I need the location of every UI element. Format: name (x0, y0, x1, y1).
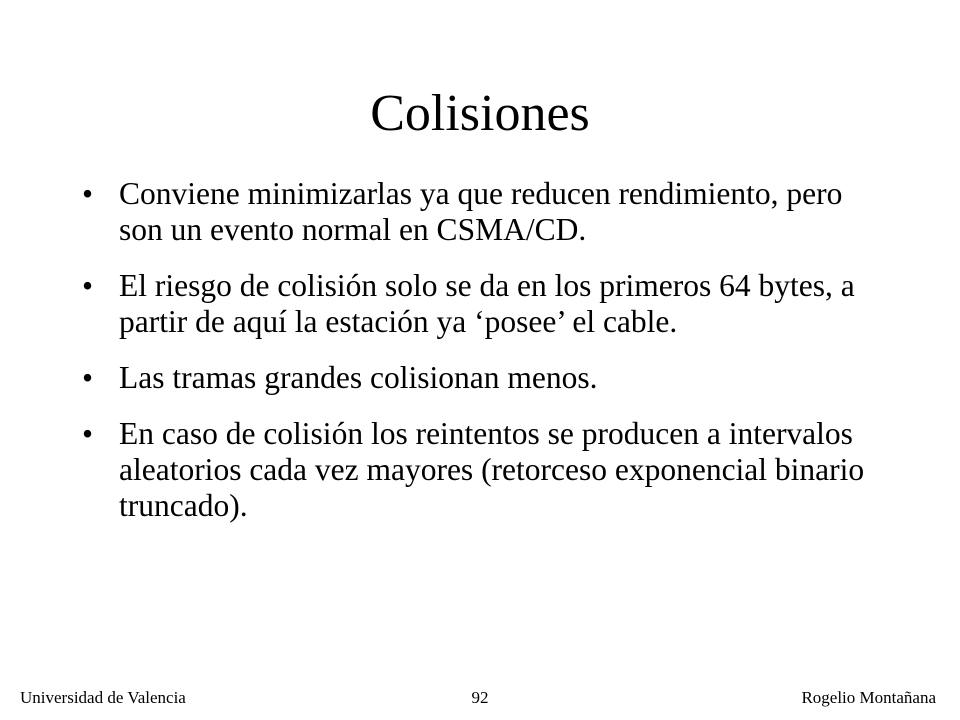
footer-author: Rogelio Montañana (801, 688, 936, 707)
bullet-item (82, 176, 872, 248)
bullet-item (82, 268, 872, 340)
bullet-text: Las tramas grandes colisionan menos. (119, 360, 598, 395)
footer-institution: Universidad de Valencia (20, 688, 186, 707)
bullet-icon: • (82, 268, 94, 303)
bullet-icon: • (82, 176, 94, 211)
bullet-list (82, 176, 872, 544)
bullet-icon: • (82, 360, 94, 395)
page-number: 92 (471, 688, 489, 707)
bullet-text: Conviene minimizarlas ya que reducen rendimiento, pero son un evento normal en CSMA/CD. (119, 176, 843, 247)
slide-title: Colisiones (370, 85, 590, 142)
bullet-text: El riesgo de colisión solo se da en los primeros 64 bytes, a partir de aquí la estación ya ‘posee’ el cable. (119, 268, 855, 339)
bullet-item (82, 360, 872, 396)
bullet-item (82, 416, 872, 524)
bullet-icon: • (82, 416, 94, 451)
bullet-text: En caso de colisión los reintentos se producen a intervalos aleatorios cada vez mayores (retorceso exponencial binario truncado). (119, 416, 865, 523)
